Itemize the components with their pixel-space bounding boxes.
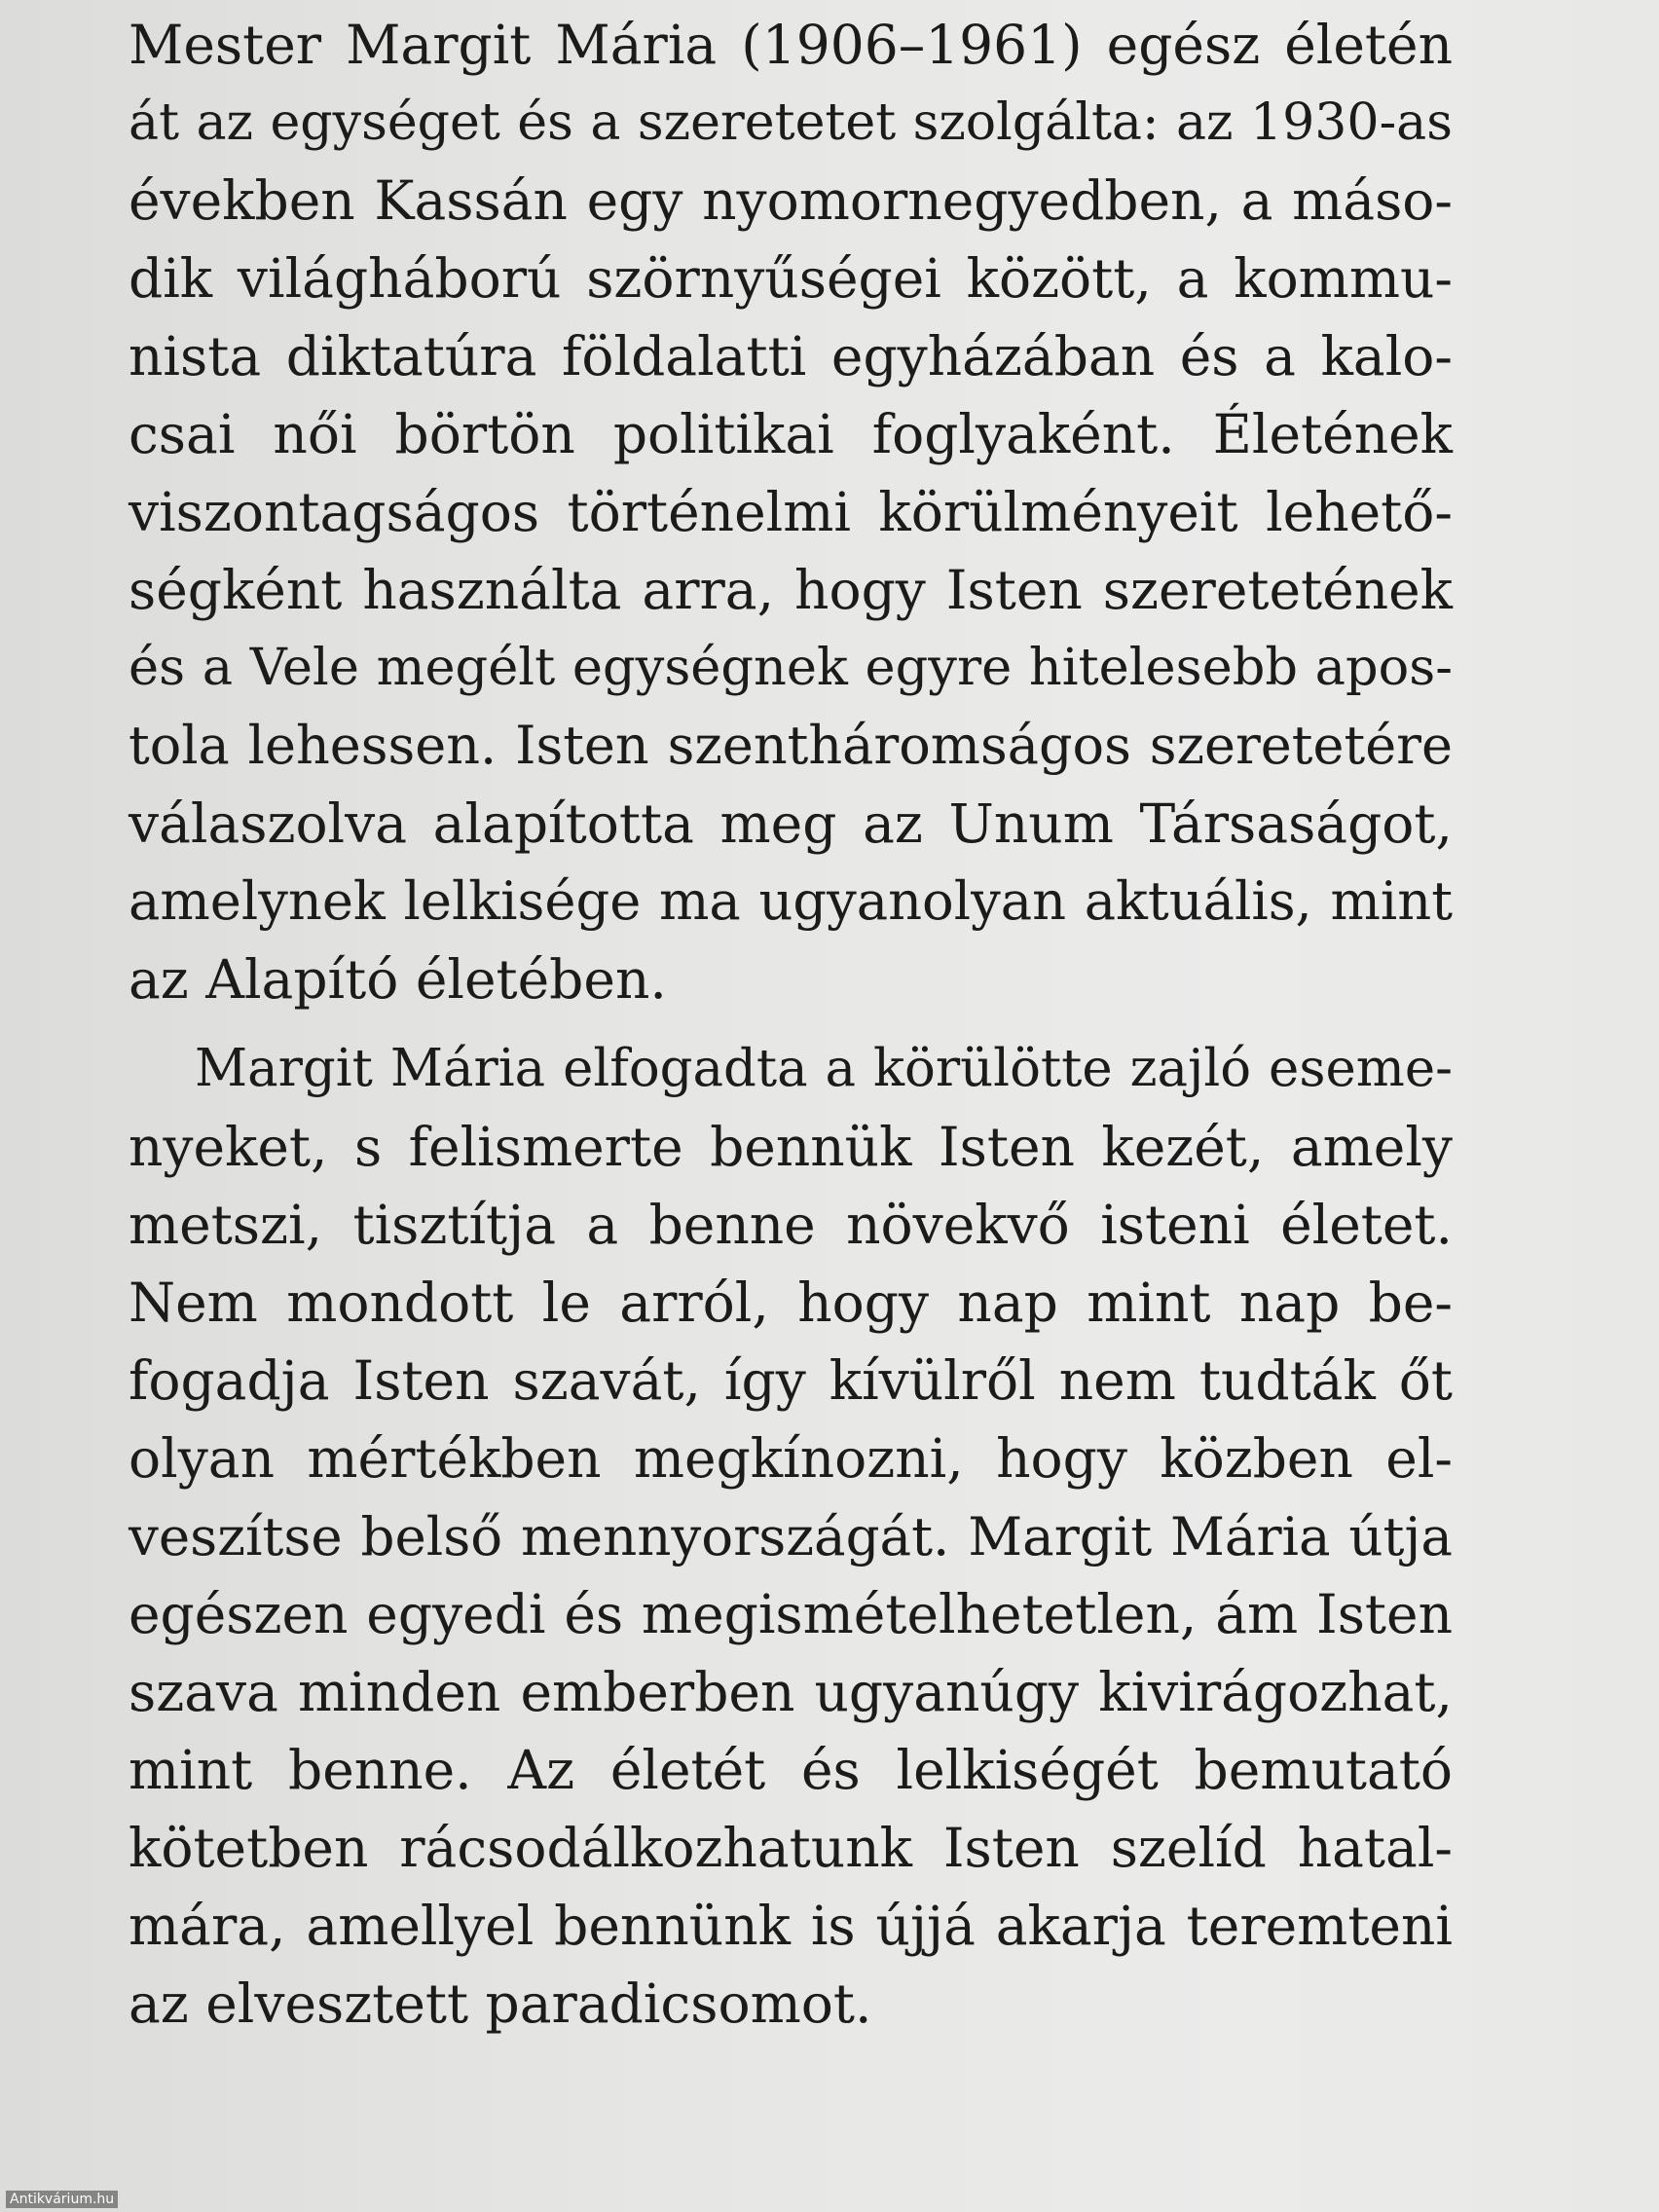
text-line: viszontagságos történelmi körülményeit lehető- bbox=[129, 481, 1453, 543]
body-text bbox=[129, 6, 1453, 2043]
text-line: nista diktatúra földalatti egyházában és a kalo- bbox=[129, 325, 1453, 387]
text-line: dik világháború szörnyűségei között, a kommu- bbox=[129, 247, 1453, 310]
text-line: Nem mondott le arról, hogy nap mint nap be- bbox=[129, 1272, 1453, 1334]
text-line: Margit Mária elfogadta a körülötte zajló eseme- bbox=[195, 1039, 1453, 1098]
text-line: ségként használta arra, hogy Isten szeretetének bbox=[129, 559, 1453, 621]
text-line: csai női börtön politikai foglyaként. Életének bbox=[129, 403, 1453, 465]
paragraph-gap bbox=[129, 1018, 1453, 1030]
text-line: tola lehessen. Isten szentháromságos szeretetére bbox=[129, 715, 1453, 776]
text-line: metszi, tisztítja a benne növekvő isteni életet. bbox=[129, 1194, 1453, 1256]
text-line: fogadja Isten szavát, így kívülről nem tudták őt bbox=[129, 1349, 1453, 1412]
text-line: és a Vele megélt egységnek egyre hitelesebb apos- bbox=[129, 638, 1453, 697]
text-line: kötetben rácsodálkozhatunk Isten szelíd hatal- bbox=[129, 1817, 1453, 1879]
paragraph-2 bbox=[129, 1030, 1453, 2043]
text-line: Mester Margit Mária (1906–1961) egész életén bbox=[129, 14, 1453, 76]
text-line: mára, amellyel bennünk is újjá akarja teremteni bbox=[129, 1895, 1453, 1957]
text-line: olyan mértékben megkínozni, hogy közben el- bbox=[129, 1427, 1453, 1490]
text-line: az elvesztett paradicsomot. bbox=[129, 1972, 872, 2035]
text-line: veszítse belső mennyországát. Margit Mária útja bbox=[129, 1505, 1453, 1567]
text-line: az Alapító életében. bbox=[129, 948, 667, 1011]
paragraph-1 bbox=[129, 6, 1453, 1018]
text-line: egészen egyedi és megismételhetetlen, ám Isten bbox=[129, 1583, 1453, 1645]
text-line: válaszolva alapította meg az Unum Társaságot, bbox=[129, 793, 1453, 855]
text-line: nyeket, s felismerte bennük Isten kezét, amely bbox=[129, 1116, 1453, 1178]
text-line: mint benne. Az életét és lelkiségét bemutató bbox=[129, 1739, 1453, 1801]
text-line: amelynek lelkisége ma ugyanolyan aktuális, mint bbox=[129, 870, 1453, 932]
text-line: szava minden emberben ugyanúgy kivirágozhat, bbox=[129, 1661, 1453, 1723]
text-line: években Kassán egy nyomornegyedben, a máso- bbox=[129, 169, 1453, 232]
text-line: át az egységet és a szeretetet szolgálta: az 1930-as bbox=[129, 93, 1453, 152]
watermark-label: Antikvárium.hu bbox=[6, 2191, 118, 2208]
